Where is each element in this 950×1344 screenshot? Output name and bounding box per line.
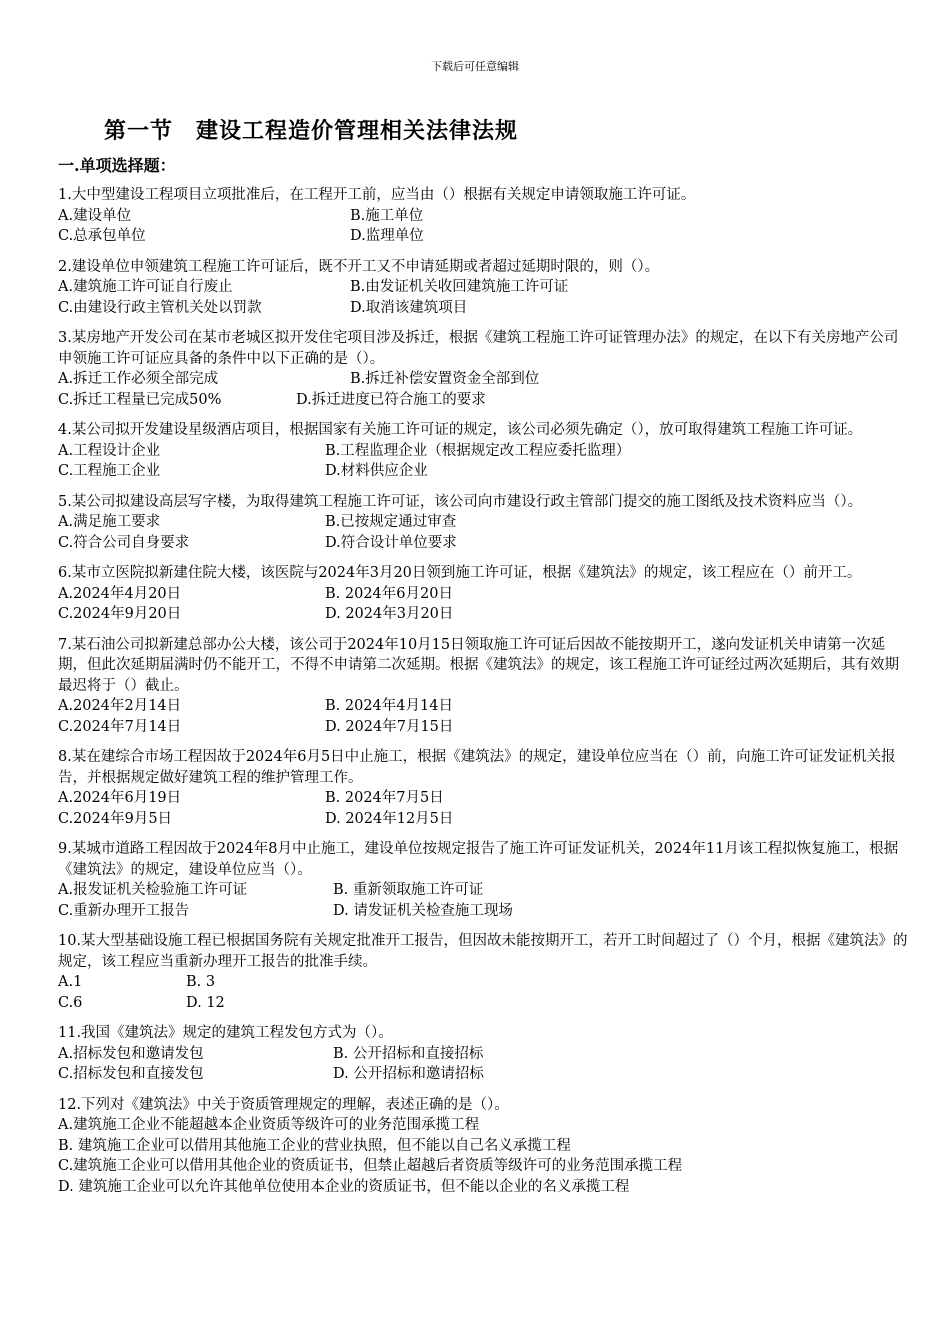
- question-7: [58, 635, 908, 738]
- option-d: D. 公开招标和邀请招标: [333, 1066, 484, 1082]
- option-a: A.建筑施工许可证自行废止: [58, 279, 233, 295]
- option-c: C.6: [58, 994, 83, 1011]
- option-row: [58, 1156, 908, 1177]
- option-row: [58, 1136, 908, 1157]
- question-8: [58, 747, 908, 829]
- question-5: [58, 492, 908, 554]
- option-b: B.已按规定通过审查: [325, 514, 457, 530]
- option-row: [58, 972, 908, 993]
- option-c: C.总承包单位: [58, 228, 146, 244]
- option-row: [58, 809, 908, 830]
- option-a: A.建筑施工企业不能超越本企业资质等级许可的业务范围承揽工程: [58, 1117, 480, 1133]
- option-b: B.工程监理企业（根据规定改工程应委托监理）: [325, 442, 631, 459]
- question-text: 10.某大型基础设施工程已根据国务院有关规定批准开工报告，但因故未能按期开工，若开工时间超过了（）个月，根据《建筑法》的规定，该工程应当重新办理开工报告的批准手续。: [58, 933, 908, 970]
- question-4: [58, 420, 908, 482]
- question-text: 3.某房地产开发公司在某市老城区拟开发住宅项目涉及拆迁，根据《建筑工程施工许可证管理办法》的规定，在以下有关房地产公司申领施工许可证应具备的条件中以下正确的是（）。: [58, 330, 899, 367]
- option-c: C.2024年9月5日: [58, 810, 173, 827]
- option-c: C.建筑施工企业可以借用其他企业的资质证书，但禁止超越后者资质等级许可的业务范围承揽工程: [58, 1158, 683, 1174]
- option-c: C.由建设行政主管机关处以罚款: [58, 299, 262, 316]
- option-row: [58, 512, 908, 533]
- option-row: [58, 901, 908, 922]
- option-a: A.招标发包和邀请发包: [58, 1045, 204, 1062]
- option-b: B.施工单位: [350, 207, 424, 224]
- option-b: B. 2024年4月14日: [325, 698, 453, 714]
- option-b: B. 3: [186, 974, 216, 990]
- option-row: [58, 993, 908, 1014]
- page-header: 下载后可任意编辑: [431, 60, 519, 73]
- option-d: D.拆迁进度已符合施工的要求: [296, 391, 486, 408]
- option-a: A.建设单位: [58, 207, 132, 224]
- option-d: D.符合设计单位要求: [325, 534, 457, 551]
- option-a: A.1: [58, 974, 83, 990]
- option-row: [58, 1044, 908, 1065]
- option-row: [58, 298, 908, 319]
- option-d: D. 请发证机关检查施工现场: [333, 902, 513, 919]
- option-row: [58, 717, 908, 738]
- option-a: A.2024年6月19日: [58, 790, 182, 806]
- question-text: 2.建设单位申领建筑工程施工许可证后，既不开工又不申请延期或者超过延期时限的，则（）。: [58, 258, 660, 275]
- option-row: [58, 1064, 908, 1085]
- option-row: [58, 369, 908, 390]
- option-d: D. 2024年12月5日: [325, 810, 454, 827]
- question-12: [58, 1095, 908, 1198]
- option-b: B.拆迁补偿安置资金全部到位: [350, 371, 540, 387]
- page-title: 第一节 建设工程造价管理相关法律法规: [104, 118, 519, 144]
- option-row: [58, 206, 908, 227]
- option-c: C.招标发包和直接发包: [58, 1066, 204, 1082]
- option-d: D. 2024年3月20日: [325, 606, 454, 622]
- option-b: B. 公开招标和直接招标: [333, 1045, 484, 1062]
- option-row: [58, 788, 908, 809]
- option-c: C.重新办理开工报告: [58, 902, 190, 919]
- option-row: [58, 604, 908, 625]
- option-a: A.工程设计企业: [58, 442, 161, 459]
- option-row: [58, 533, 908, 554]
- option-a: A.报发证机关检验施工许可证: [58, 882, 248, 898]
- question-3: [58, 328, 908, 410]
- option-a: A.拆迁工作必须全部完成: [58, 371, 219, 387]
- option-d: D. 2024年7月15日: [325, 718, 454, 735]
- question-1: [58, 185, 908, 247]
- option-b: B.由发证机关收回建筑施工许可证: [350, 279, 569, 295]
- option-c: C.工程施工企业: [58, 463, 161, 479]
- question-6: [58, 563, 908, 625]
- option-c: C.2024年7月14日: [58, 718, 182, 735]
- option-c: C.2024年9月20日: [58, 606, 182, 622]
- option-c: C.拆迁工程量已完成50%: [58, 391, 222, 408]
- option-row: [58, 277, 908, 298]
- option-row: [58, 584, 908, 605]
- question-text: 8.某在建综合市场工程因故于2024年6月5日中止施工，根据《建筑法》的规定，建设单位应当在（）前，向施工许可证发证机关报告，并根据规定做好建筑工程的维护管理工作。: [58, 749, 896, 786]
- option-b: B. 2024年6月20日: [325, 585, 453, 602]
- option-row: [58, 461, 908, 482]
- option-d: D. 建筑施工企业可以允许其他单位使用本企业的资质证书，但不能以企业的名义承揽工程: [58, 1178, 630, 1195]
- option-row: [58, 1177, 908, 1198]
- question-list: [58, 185, 908, 1207]
- option-row: [58, 880, 908, 901]
- question-text: 4.某公司拟开发建设星级酒店项目，根据国家有关施工许可证的规定，该公司必须先确定（），放可取得建筑工程施工许可证。: [58, 422, 863, 438]
- question-text: 1.大中型建设工程项目立项批准后，在工程开工前，应当由（）根据有关规定申请领取施工许可证。: [58, 187, 696, 203]
- option-row: [58, 441, 908, 462]
- option-row: [58, 696, 908, 717]
- question-text: 6.某市立医院拟新建住院大楼，该医院与2024年3月20日领到施工许可证，根据《建筑法》的规定，该工程应在（）前开工。: [58, 565, 862, 581]
- question-text: 11.我国《建筑法》规定的建筑工程发包方式为（）。: [58, 1025, 393, 1041]
- option-row: [58, 390, 908, 411]
- option-c: C.符合公司自身要求: [58, 534, 190, 551]
- option-d: D. 12: [186, 994, 225, 1011]
- question-text: 12.下列对《建筑法》中关于资质管理规定的理解，表述正确的是（）。: [58, 1096, 509, 1113]
- option-row: [58, 226, 908, 247]
- question-text: 5.某公司拟建设高层写字楼，为取得建筑工程施工许可证，该公司向市建设行政主管部门提交的施工图纸及技术资料应当（）。: [58, 493, 863, 510]
- question-10: [58, 931, 908, 1013]
- option-b: B. 重新领取施工许可证: [333, 882, 484, 898]
- option-d: D.材料供应企业: [325, 463, 428, 479]
- option-d: D.监理单位: [350, 228, 424, 244]
- question-text: 9.某城市道路工程因故于2024年8月中止施工，建设单位按规定报告了施工许可证发证机关，2024年11月该工程拟恢复施工，根据《建筑法》的规定，建设单位应当（）。: [58, 841, 899, 878]
- option-a: A.2024年2月14日: [58, 698, 182, 714]
- question-9: [58, 839, 908, 921]
- option-a: A.满足施工要求: [58, 514, 161, 530]
- question-2: [58, 257, 908, 319]
- option-a: A.2024年4月20日: [58, 585, 182, 602]
- option-row: [58, 1115, 908, 1136]
- option-d: D.取消该建筑项目: [350, 299, 468, 316]
- option-b: B. 建筑施工企业可以借用其他施工企业的营业执照，但不能以自己名义承揽工程: [58, 1137, 571, 1154]
- question-11: [58, 1023, 908, 1085]
- question-text: 7.某石油公司拟新建总部办公大楼，该公司于2024年10月15日领取施工许可证后因故不能按期开工，遂向发证机关申请第一次延期，但此次延期届满时仍不能开工，不得不申请第二次延期。根据《建筑法》的规定，该工程施工许可证经过两次延期后，其有效期最迟将于（）截止。: [58, 636, 899, 694]
- option-b: B. 2024年7月5日: [325, 790, 444, 806]
- section-heading: 一.单项选择题：: [58, 156, 176, 175]
